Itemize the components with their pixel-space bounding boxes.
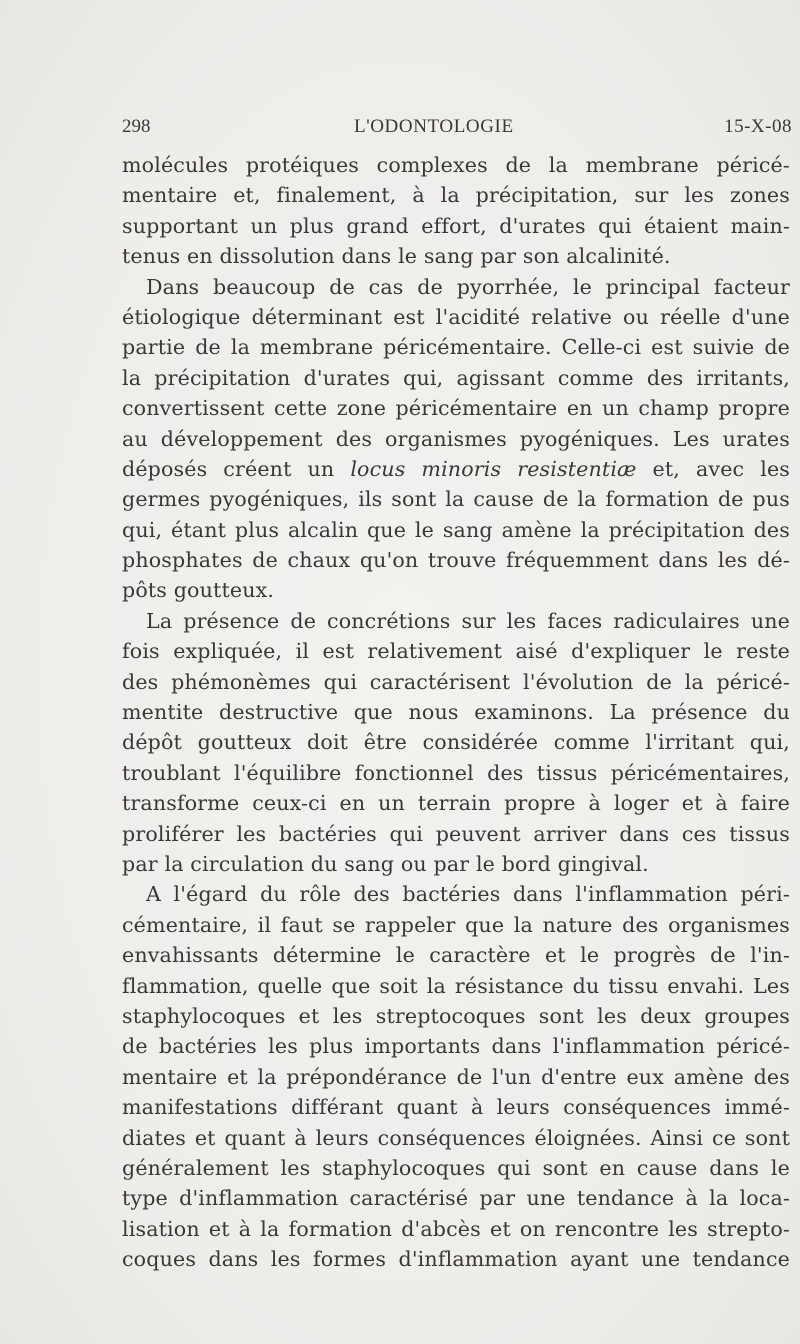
text-line	[122, 727, 790, 757]
text-line	[122, 332, 790, 362]
text-line	[122, 758, 790, 788]
text-run: étiologique déterminant est l'acidité relative ou réelle d'une	[122, 304, 790, 329]
text-line	[122, 697, 790, 727]
text-run: supportant un plus grand effort, d'urates qui étaient main-	[122, 213, 790, 238]
text-run: type d'inflammation caractérisé par une tendance à la loca-	[122, 1186, 790, 1211]
text-run: A l'égard du rôle des bactéries dans l'inflammation péri-	[146, 882, 790, 907]
text-line	[122, 150, 790, 180]
text-run: partie de la membrane péricémentaire. Celle-ci est suivie de	[122, 335, 790, 360]
text-line	[122, 272, 790, 302]
text-run: des phémonèmes qui caractérisent l'évolution de la péricé-	[122, 669, 790, 694]
text-line	[122, 1031, 790, 1061]
text-line	[122, 1123, 790, 1153]
text-line	[122, 575, 790, 605]
text-line	[122, 424, 790, 454]
text-run: lisation et à la formation d'abcès et on rencontre les strepto-	[122, 1216, 790, 1241]
text-line	[122, 606, 790, 636]
text-line	[122, 636, 790, 666]
text-line	[122, 484, 790, 514]
text-run: flammation, quelle que soit la résistance du tissu envahi. Les	[122, 973, 790, 998]
text-run: la précipitation d'urates qui, agissant comme des irritants,	[122, 365, 790, 390]
text-run: déposés créent un	[122, 456, 351, 481]
text-line	[122, 879, 790, 909]
text-run: tenus en dissolution dans le sang par son alcalinité.	[122, 244, 671, 269]
text-line	[122, 849, 790, 879]
text-line	[122, 211, 790, 241]
text-line	[122, 667, 790, 697]
text-line	[122, 363, 790, 393]
text-run: coques dans les formes d'inflammation ayant une tendance	[122, 1247, 790, 1272]
text-run: proliférer les bactéries qui peuvent arriver dans ces tissus	[122, 821, 790, 846]
text-line	[122, 788, 790, 818]
text-run: germes pyogéniques, ils sont la cause de la formation de pus	[122, 487, 790, 512]
text-run: staphylocoques et les streptocoques sont les deux groupes	[122, 1003, 790, 1028]
text-run: cémentaire, il faut se rappeler que la nature des organismes	[122, 912, 790, 937]
text-run: fois expliquée, il est relativement aisé d'expliquer le reste	[122, 639, 790, 664]
text-line	[122, 940, 790, 970]
text-run: La présence de concrétions sur les faces radiculaires une	[146, 608, 790, 633]
body-text	[122, 150, 790, 1274]
page-number: 298	[122, 116, 151, 137]
text-line	[122, 1244, 790, 1274]
italic-phrase: locus minoris resistentiæ	[350, 456, 637, 481]
text-line	[122, 910, 790, 940]
running-title: L'ODONTOLOGIE	[354, 116, 514, 137]
text-run: phosphates de chaux qu'on trouve fréquemment dans les dé-	[122, 548, 790, 573]
page-header	[122, 116, 792, 140]
text-run: mentaire et la prépondérance de l'un d'entre eux amène des	[122, 1064, 790, 1089]
text-run: et, avec les	[636, 456, 790, 481]
text-run: par la circulation du sang ou par le bord gingival.	[122, 851, 649, 876]
text-line	[122, 241, 790, 271]
text-run: Dans beaucoup de cas de pyorrhée, le principal facteur	[146, 274, 790, 299]
issue-date: 15-X-08	[724, 116, 792, 137]
text-run: au développement des organismes pyogéniques. Les urates	[122, 426, 790, 451]
text-run: manifestations différant quant à leurs conséquences immé-	[122, 1095, 790, 1120]
text-run: de bactéries les plus importants dans l'inflammation péricé-	[122, 1034, 790, 1059]
text-run: qui, étant plus alcalin que le sang amène la précipitation des	[122, 517, 790, 542]
text-run: mentite destructive que nous examinons. La présence du	[122, 700, 790, 725]
text-line	[122, 1183, 790, 1213]
text-line	[122, 545, 790, 575]
text-run: diates et quant à leurs conséquences éloignées. Ainsi ce sont	[122, 1125, 790, 1150]
text-line	[122, 1092, 790, 1122]
text-run: molécules protéiques complexes de la membrane péricé-	[122, 153, 790, 177]
text-line	[122, 393, 790, 423]
text-line	[122, 971, 790, 1001]
text-line	[122, 180, 790, 210]
text-run: convertissent cette zone péricémentaire en un champ propre	[122, 396, 790, 421]
text-line	[122, 454, 790, 484]
text-line	[122, 1214, 790, 1244]
text-line	[122, 819, 790, 849]
text-line	[122, 1153, 790, 1183]
text-run: troublant l'équilibre fonctionnel des tissus péricémentaires,	[122, 760, 790, 785]
text-line	[122, 1001, 790, 1031]
text-run: mentaire et, finalement, à la précipitation, sur les zones	[122, 183, 790, 208]
text-run: envahissants détermine le caractère et le progrès de l'in-	[122, 943, 790, 968]
text-run: pôts goutteux.	[122, 578, 275, 603]
text-run: dépôt goutteux doit être considérée comme l'irritant qui,	[122, 730, 790, 755]
text-line	[122, 302, 790, 332]
text-line	[122, 515, 790, 545]
text-run: généralement les staphylocoques qui sont en cause dans le	[122, 1155, 790, 1180]
text-line	[122, 1062, 790, 1092]
text-run: transforme ceux-ci en un terrain propre à loger et à faire	[122, 791, 790, 816]
